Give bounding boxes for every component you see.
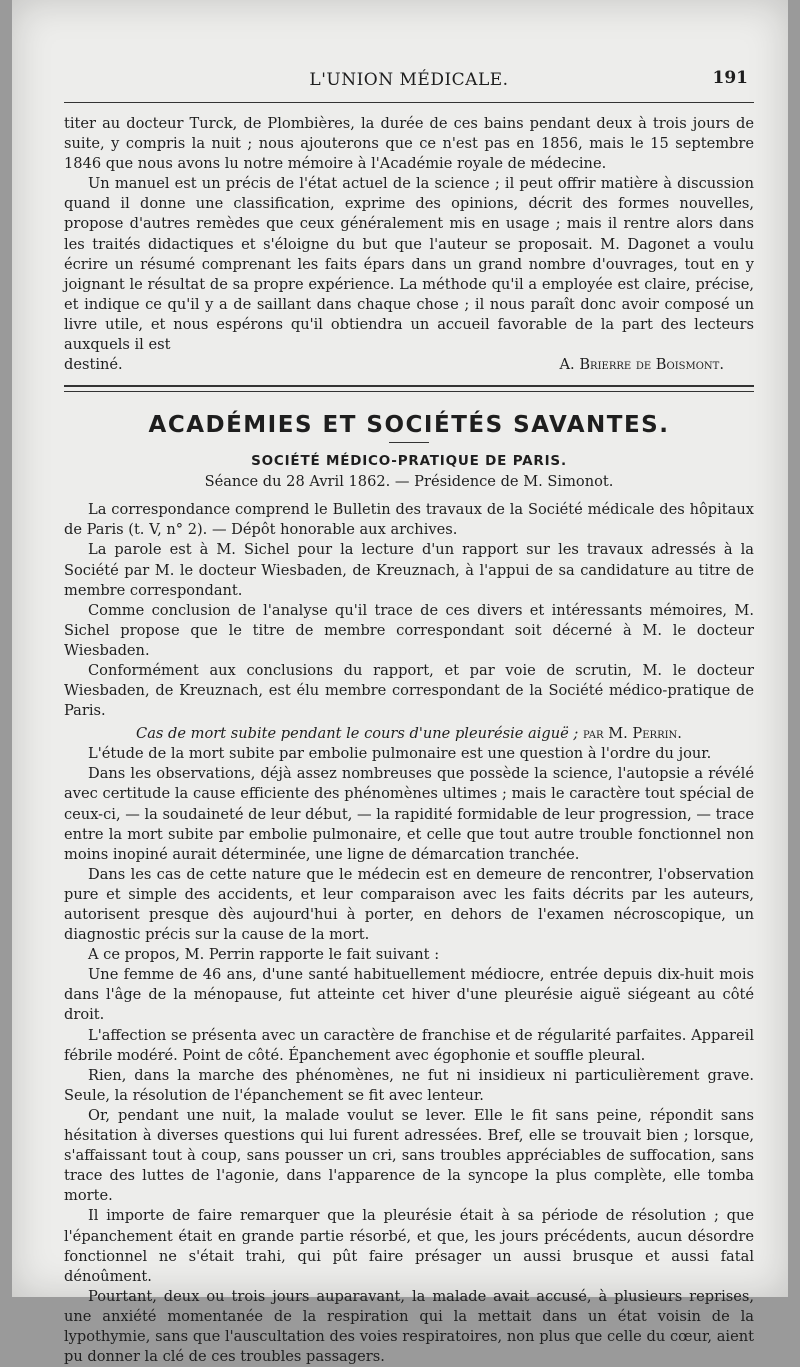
paragraph: Comme conclusion de l'analyse qu'il trace de ces divers et intéressants mémoires, M. Sichel propose que le titre de membre correspondant soit décerné à M. le docteur Wiesbaden. — [64, 601, 754, 659]
paragraph: L'étude de la mort subite par embolie pulmonaire est une question à l'ordre du jour. — [88, 745, 712, 763]
section-heading: ACADÉMIES ET SOCIÉTÉS SAVANTES. — [148, 412, 670, 439]
paragraph: Un manuel est un précis de l'état actuel de la science ; il peut offrir matière à discussion quand il donne une classification, exprime des opinions, décrit des formes nouvelles, propose d'autres remèdes que ceux généralement mis en usage ; mais il rentre alors dans les traités didactiques et s'éloigne du but que l'auteur se proposait. M. Dagonet a voulu écrire un résumé comprenant les faits épars dans un grand nombre d'ouvrages, tout en y joignant le résultat de sa propre expérience. La méthode qu'il a employée est claire, précise, et indique ce qu'il y a de saillant dans chaque chose ; il nous paraît donc avoir composé un livre utile, et nous espérons qu'il obtiendra un accueil favorable de la part des lecteurs auxquels il est — [64, 175, 754, 354]
journal-page — [12, 0, 788, 1366]
page-header — [64, 62, 754, 102]
page-number: 191 — [712, 68, 748, 88]
signature-line — [64, 355, 754, 375]
review-text — [64, 114, 754, 1367]
closing-word: destiné. — [64, 356, 123, 374]
paragraph: La parole est à M. Sichel pour la lecture d'un rapport sur les travaux adressés à la Société par M. le docteur Wiesbaden, de Kreuznach, à l'appui de sa candidature au titre de membre correspondant. — [64, 541, 754, 599]
paragraph: titer au docteur Turck, de Plombières, la durée de ces bains pendant deux à trois jours de suite, y compris la nuit ; nous ajouterons que ce n'est pas en 1856, mais le 15 septembre 1846 que nous avons lu notre mémoire à l'Académie royale de médecine. — [64, 115, 754, 173]
paragraph: L'affection se présenta avec un caractère de franchise et de régularité parfaites. Appareil fébrile modéré. Point de côté. Épanchement avec égophonie et souffle pleural. — [64, 1026, 754, 1064]
review-author: A. Brierre de Boismont. — [559, 356, 724, 374]
paragraph: Dans les cas de cette nature que le médecin est en demeure de rencontrer, l'observation pure et simple des accidents, et leur comparaison avec les faits décrits par les auteurs, autorisent presque dès aujourd'hui à porter, en dehors de l'examen nécroscopique, un diagnostic précis sur la cause de la mort. — [64, 865, 754, 944]
paragraph: Rien, dans la marche des phénomènes, ne fut ni insidieux ni particulièrement grave. Seule, la résolution de l'épanchement se fit avec lenteur. — [64, 1066, 754, 1104]
paragraph: A ce propos, M. Perrin rapporte le fait suivant : — [88, 946, 440, 964]
paragraph: Pourtant, deux ou trois jours auparavant, la malade avait accusé, à plusieurs reprises, une anxiété momentanée de la respiration qui la mettait dans un état voisin de la lypothymie, sans que l'auscultation des voies respiratoires, non plus que celle du cœur, aient pu donner la clé de ces troubles passagers. — [64, 1287, 754, 1366]
paragraph: La correspondance comprend le Bulletin des travaux de la Société médicale des hôpitaux de Paris (t. V, n° 2). — Dépôt honorable aux archives. — [64, 501, 754, 539]
case-title-italic: Cas de mort subite pendant le cours d'une pleurésie aiguë ; — [136, 725, 579, 743]
paragraph: Conformément aux conclusions du rapport, et par voie de scrutin, M. le docteur Wiesbaden, de Kreuznach, est élu membre correspondant de la Société médico-pratique de Paris. — [64, 661, 754, 720]
paragraph: Or, pendant une nuit, la malade voulut se lever. Elle le fit sans peine, répondit sans hésitation à diverses questions qui lui furent adressées. Bref, elle se trouvait bien ; lorsque, s'affaissant tout à coup, sans pousser un cri, sans troubles appréciables de suffocation, sans trace des luttes de l'agonie, dans l'apparence de la syncope la plus complète, elle tomba morte. — [64, 1106, 754, 1205]
case-title-author: par M. Perrin. — [578, 725, 682, 743]
running-title: L'UNION MÉDICALE. — [309, 70, 509, 90]
paragraph: Il importe de faire remarquer que la pleurésie était à sa période de résolution ; que l'épanchement était en grande partie résorbé, et que, les jours précédents, aucun désordre fonctionnel ne s'était trahi, qui pût faire présager un aussi brusque et aussi fatal dénoûment. — [64, 1207, 754, 1285]
heading-rule — [389, 442, 429, 443]
case-title — [64, 725, 754, 742]
header-rule — [64, 102, 754, 103]
paragraph: Une femme de 46 ans, d'une santé habituellement médiocre, entrée depuis dix-huit mois dans l'âge de la ménopause, fut atteinte cet hiver d'une pleurésie aiguë siégeant au côté droit. — [64, 966, 754, 1024]
section-divider — [64, 385, 754, 392]
society-title: SOCIÉTÉ MÉDICO-PRATIQUE DE PARIS. — [251, 453, 567, 470]
session-line: Séance du 28 Avril 1862. — Présidence de M. Simonot. — [204, 473, 614, 491]
paragraph: Dans les observations, déjà assez nombreuses que possède la science, l'autopsie a révélé avec certitude la cause efficiente des phénomènes ultimes ; mais le caractère tout spécial de ceux-ci, — la soudaineté de leur début, — la rapidité formidable de leur progression, — trace entre la mort subite par embolie pulmonaire, et celle que tout autre trouble fonctionnel non moins inopiné aurait déterminée, une ligne de démarcation tranchée. — [64, 765, 754, 863]
